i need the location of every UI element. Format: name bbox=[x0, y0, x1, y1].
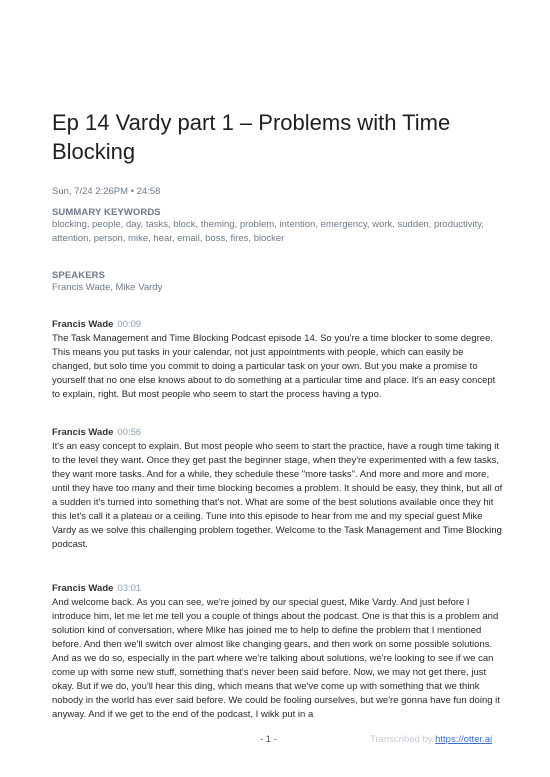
transcript-paragraph bbox=[52, 318, 504, 402]
speakers-heading: SPEAKERS bbox=[52, 270, 106, 281]
speaker-name: Francis Wade bbox=[52, 583, 114, 594]
date-duration-line: Sun, 7/24 2:26PM • 24:58 bbox=[52, 186, 161, 197]
transcript-text: And welcome back. As you can see, we're joined by our special guest, Mike Vardy. And just before I introduce him, let me let me tell you a couple of things about the podcast. One is that this is a problem and solution kind of conversation, where Mike has joined me to help to define the problem that I mentioned before. And then we'll switch over almost like changing gears, and then work on some possible solutions. And as we do so, especially in the part where we're talking about solutions, we're looking to see if we can come up with some new stuff, something that's never been said before. Now, we may not get there, just okay. But if we do, you'll hear this ding, which means that we've come up with something that we think nobody in the world has ever said before. We could be fooling ourselves, but we're gonna have fun doing it anyway. And if we get to the end of the podcast, I wikk put in a bbox=[52, 597, 500, 720]
transcript-text: It's an easy concept to explain. But most people who seem to start the practice, have a rough time taking it to the level they want. Once they get past the beginner stage, when they're experimented with a few tasks, they want more tasks. And for a while, they schedule these "more tasks". And more and more and more, until they have too many and their time blocking becomes a problem. It should be easy, they think, but all of a sudden it's turned into something that's not. What are some of the best solutions available once they hit this let's call it a plateau or a ceiling. Tune into this episode to hear from me and my special guest Mike Vardy as we solve this challenging problem together. Welcome to the Task Management and Time Blocking podcast. bbox=[52, 441, 503, 550]
speakers-section bbox=[52, 270, 502, 295]
timestamp-link[interactable]: 00:56 bbox=[117, 427, 142, 438]
otter-link[interactable]: https://otter.ai bbox=[435, 734, 493, 745]
summary-keywords-heading: SUMMARY KEYWORDS bbox=[52, 207, 161, 218]
transcribed-by-label: Transcribed by bbox=[370, 734, 433, 745]
speakers-list: Francis Wade, Mike Vardy bbox=[52, 282, 163, 293]
transcript-text: The Task Management and Time Blocking Podcast episode 14. So you're a time blocker to some degree. This means you put tasks in your calendar, not just appointments with people, which can easily be changed, but solo time you commit to doing a particular task on your own. But you make a promise to yourself that no one else knows about to do something at a particular time and place. It's an easy concept to explain, right. But most people who seem to start the process having a typo. bbox=[52, 333, 496, 400]
transcribed-by bbox=[370, 734, 492, 745]
speaker-line bbox=[52, 318, 504, 332]
timestamp-link[interactable]: 03:01 bbox=[117, 583, 142, 594]
document-title: Ep 14 Vardy part 1 – Problems with Time Blocking bbox=[52, 110, 451, 164]
speaker-name: Francis Wade bbox=[52, 427, 114, 438]
speaker-name: Francis Wade bbox=[52, 319, 114, 330]
summary-keywords-section bbox=[52, 207, 504, 246]
page-number: - 1 - bbox=[260, 734, 277, 745]
speaker-line bbox=[52, 582, 504, 596]
transcript-paragraph bbox=[52, 426, 504, 552]
speaker-line bbox=[52, 426, 504, 440]
timestamp-link[interactable]: 00:09 bbox=[117, 319, 142, 330]
summary-keywords-list: blocking, people, day, tasks, block, theming, problem, intention, emergency, work, sudden, productivity, attention, person, mike, hear, email, boss, fires, blocker bbox=[52, 219, 484, 244]
transcript-paragraph bbox=[52, 582, 504, 722]
